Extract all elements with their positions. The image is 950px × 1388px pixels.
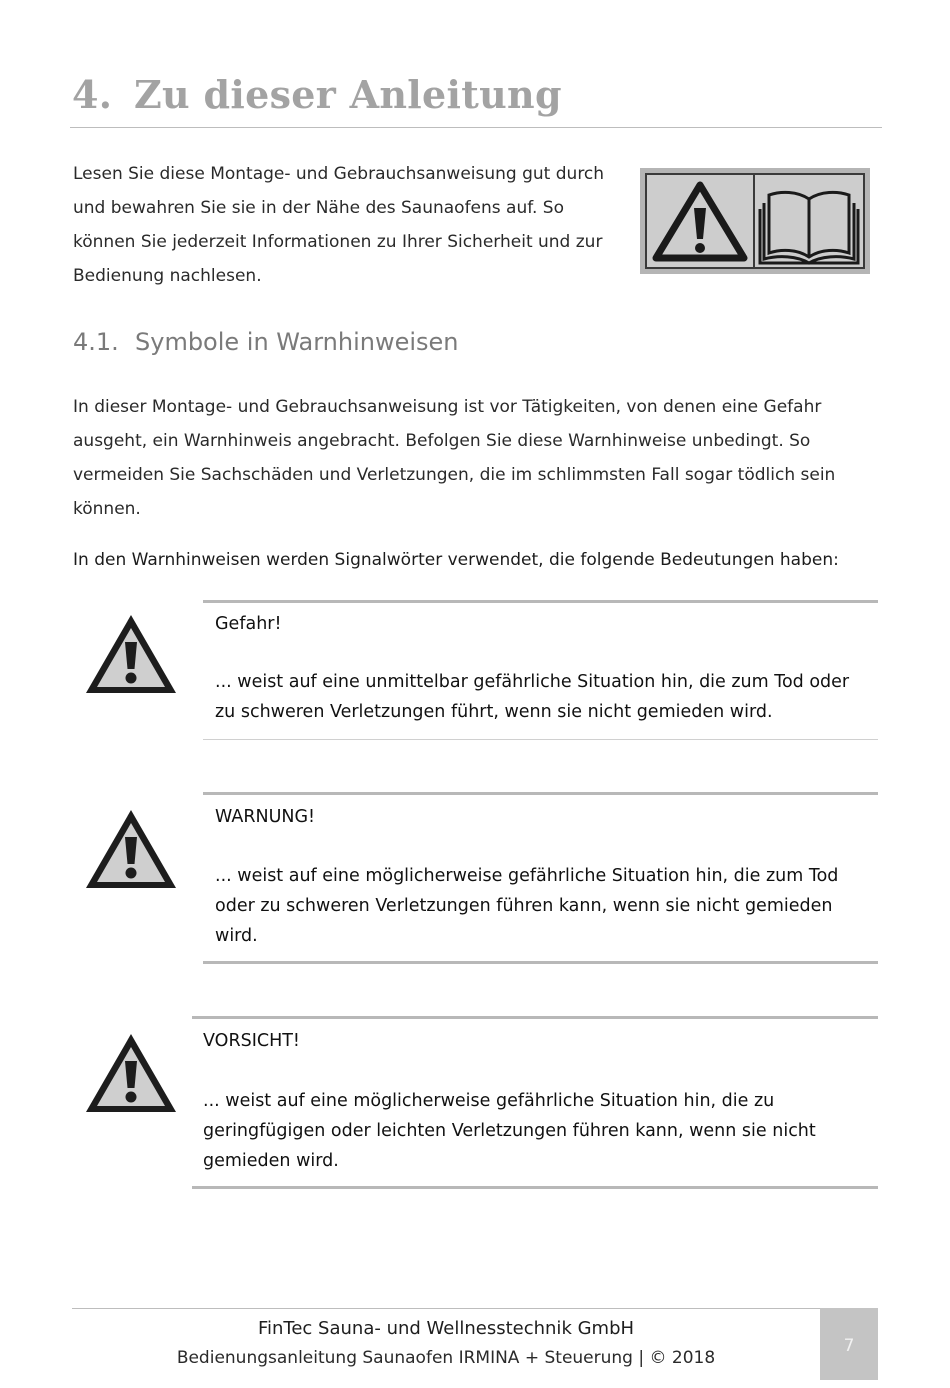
footer-divider bbox=[72, 1308, 820, 1309]
footer-document-title: Bedienungsanleitung Saunaofen IRMINA + Steuerung | © 2018 bbox=[176, 1348, 716, 1368]
warning-text-warning: ... weist auf eine möglicherweise gefährliche Situation hin, die zum Tod oder zu schweren Verletzungen führen kann, wenn sie nicht gemieden wird. bbox=[215, 866, 839, 946]
page-number: 7 bbox=[820, 1308, 878, 1380]
danger-symbol-icon bbox=[82, 611, 180, 697]
page-title bbox=[72, 72, 562, 117]
warning-symbol-icon bbox=[82, 806, 180, 892]
warning-title-danger: Gefahr! bbox=[215, 614, 282, 634]
warning-bottom-rule bbox=[192, 1186, 878, 1189]
section-paragraph: In dieser Montage- und Gebrauchsanweisung ist vor Tätigkeiten, von denen eine Gefahr ausgeht, ein Warnhinweis angebracht. Befolgen Sie diese Warnhinweise unbedingt. So vermeiden Sie Sachschäden und Verletzungen, die im schlimmsten Fall sogar tödlich sein können. bbox=[73, 397, 836, 519]
warning-top-rule bbox=[192, 1016, 878, 1019]
warning-bottom-rule bbox=[203, 961, 878, 964]
chapter-title: Zu dieser Anleitung bbox=[134, 72, 562, 117]
caution-symbol-icon bbox=[82, 1030, 180, 1116]
warning-top-rule bbox=[203, 600, 878, 603]
warning-triangle-icon bbox=[645, 173, 755, 269]
section-title: Symbole in Warnhinweisen bbox=[135, 328, 459, 356]
warning-top-rule bbox=[203, 792, 878, 795]
warning-text-danger: ... weist auf eine unmittelbar gefährliche Situation hin, die zum Tod oder zu schweren Verletzungen führt, wenn sie nicht gemieden wird. bbox=[215, 672, 850, 722]
section-heading bbox=[73, 328, 459, 356]
signal-words-intro: In den Warnhinweisen werden Signalwörter verwendet, die folgende Bedeutungen haben: bbox=[73, 550, 839, 570]
chapter-number: 4. bbox=[72, 72, 113, 117]
footer-company: FinTec Sauna- und Wellnesstechnik GmbH bbox=[257, 1318, 635, 1339]
section-number: 4.1. bbox=[73, 328, 119, 356]
warning-title-warning: WARNUNG! bbox=[215, 807, 316, 827]
manual-book-icon bbox=[753, 173, 865, 269]
intro-paragraph: Lesen Sie diese Montage- und Gebrauchsanweisung gut durch und bewahren Sie sie in der Nähe des Saunaofens auf. So können Sie jederzeit Informationen zu Ihrer Sicherheit und zur Bedienung nachlesen. bbox=[73, 164, 605, 286]
title-divider bbox=[70, 127, 882, 128]
safety-manual-icon-panel bbox=[640, 168, 870, 274]
warning-bottom-rule bbox=[203, 739, 878, 740]
warning-text-caution: ... weist auf eine möglicherweise gefährliche Situation hin, die zu geringfügigen oder leichten Verletzungen führen kann, wenn sie nicht gemieden wird. bbox=[203, 1091, 816, 1171]
warning-title-caution: VORSICHT! bbox=[203, 1031, 300, 1051]
